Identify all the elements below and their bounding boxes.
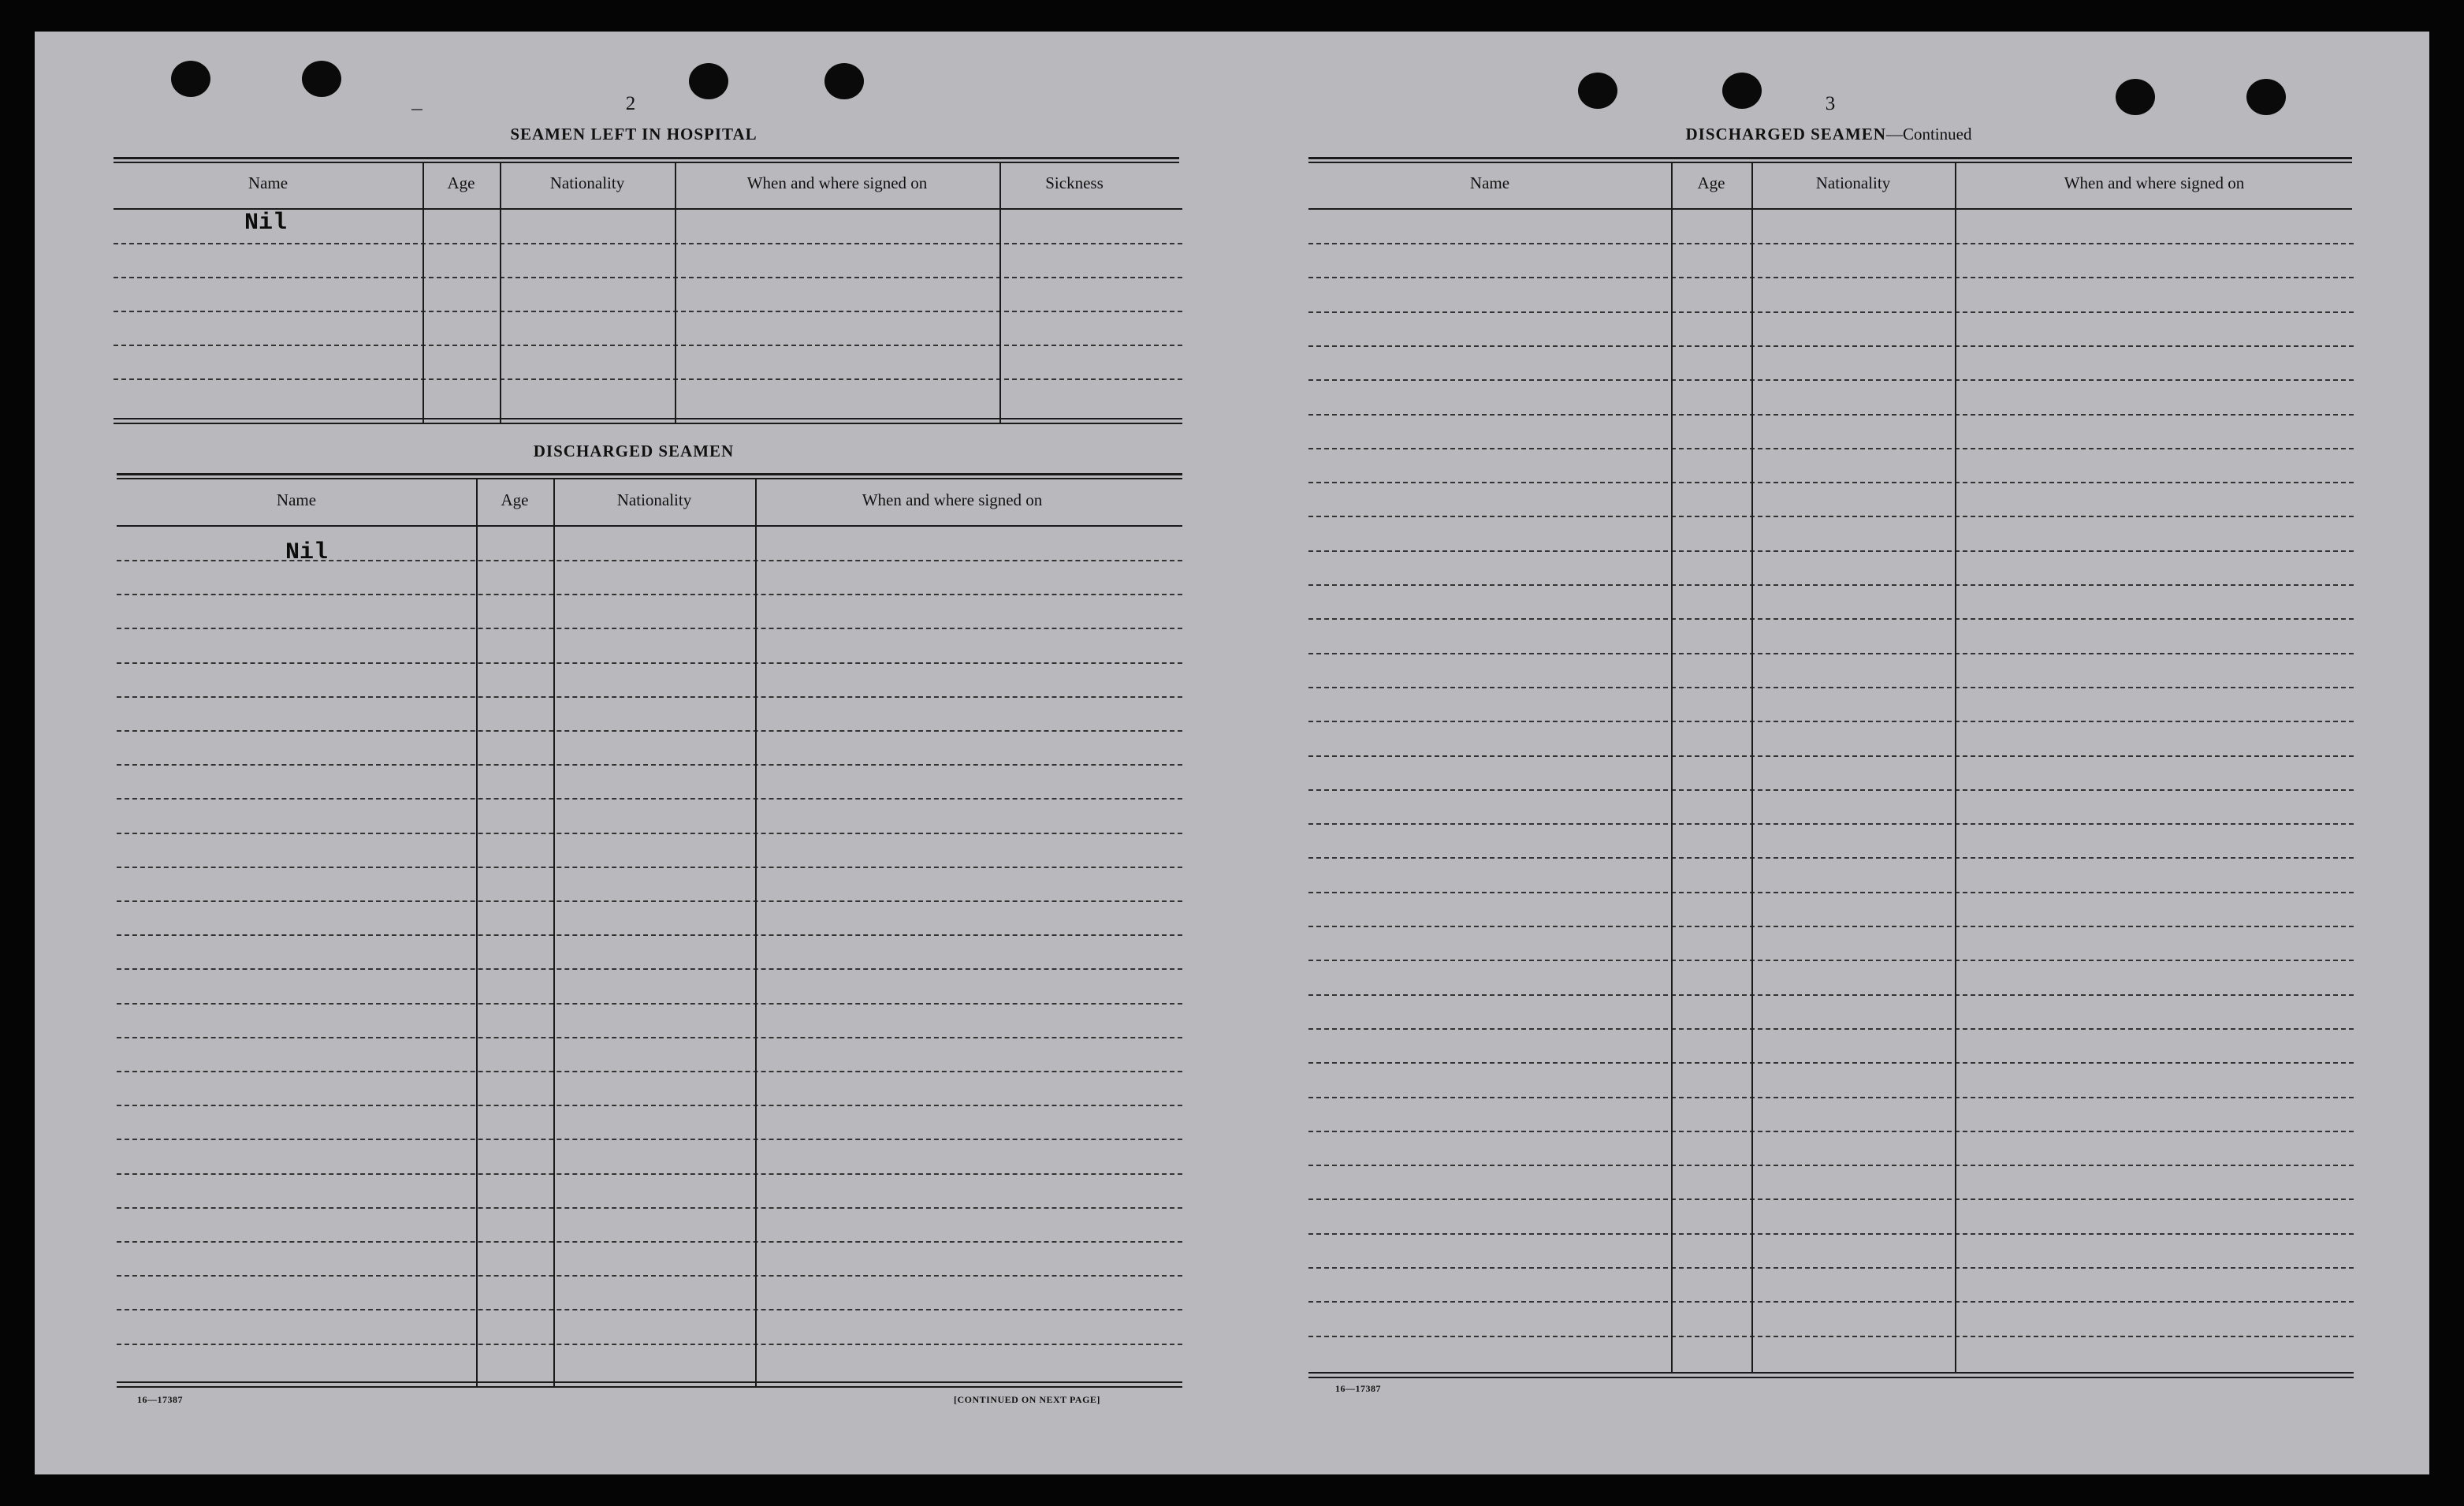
right-header-signed-on: When and where signed on: [2064, 173, 2245, 192]
form-number-right: 16—17387: [1335, 1383, 1381, 1394]
discharged-top-rule-inner: [117, 478, 1182, 479]
right-header-age: Age: [1697, 173, 1725, 192]
hospital-column-divider: [422, 163, 424, 423]
punch-hole: [1578, 73, 1617, 109]
right-top-rule: [1308, 157, 2352, 159]
row-line: [117, 1037, 1182, 1038]
row-line: [1308, 721, 2354, 722]
right-section-title: [1553, 125, 2105, 144]
hospital-row-line: [114, 311, 1182, 312]
row-line: [1308, 1233, 2354, 1235]
hospital-name-entry: Nil: [244, 210, 288, 237]
discharged-header-signed-on: When and where signed on: [862, 490, 1043, 509]
row-line: [117, 833, 1182, 834]
row-line: [1308, 1301, 2354, 1303]
hospital-header-sickness: Sickness: [1045, 173, 1104, 192]
row-line: [117, 1207, 1182, 1209]
row-line: [1308, 1165, 2354, 1166]
ink-mark: [411, 109, 422, 110]
punch-hole: [2246, 79, 2286, 115]
row-line: [117, 867, 1182, 868]
right-bottom-rule: [1308, 1372, 2354, 1374]
row-line: [117, 594, 1182, 595]
hospital-top-rule: [114, 157, 1179, 159]
row-line: [117, 1071, 1182, 1072]
row-line: [1308, 755, 2354, 757]
row-line: [1308, 823, 2354, 825]
hospital-row-line: [114, 243, 1182, 244]
page-number-right: 3: [1825, 93, 1836, 114]
punch-hole: [824, 63, 864, 99]
row-line: [117, 560, 1182, 561]
row-line: [1308, 618, 2354, 620]
hospital-bottom-rule-inner: [114, 423, 1182, 424]
punch-hole: [171, 61, 210, 97]
row-line: [1308, 277, 2354, 278]
row-line: [1308, 1028, 2354, 1030]
row-line: [1308, 584, 2354, 586]
punch-hole: [302, 61, 341, 97]
row-line: [1308, 550, 2354, 552]
hospital-row-line: [114, 378, 1182, 380]
hospital-header-signed-on: When and where signed on: [746, 173, 928, 192]
row-line: [1308, 653, 2354, 654]
row-line: [117, 1309, 1182, 1310]
discharged-section-title: DISCHARGED SEAMEN: [533, 442, 735, 460]
row-line: [1308, 414, 2354, 416]
document-sheet: [35, 32, 2429, 1474]
row-line: [117, 764, 1182, 766]
row-line: [1308, 857, 2354, 859]
row-line: [1308, 379, 2354, 381]
row-line: [1308, 311, 2354, 313]
right-bottom-rule-inner: [1308, 1377, 2354, 1378]
right-section-title-text: DISCHARGED SEAMEN: [1685, 125, 1886, 144]
row-line: [1308, 482, 2354, 483]
row-line: [1308, 243, 2354, 244]
row-line: [1308, 960, 2354, 961]
row-line: [1308, 687, 2354, 688]
row-line: [117, 900, 1182, 902]
row-line: [117, 1275, 1182, 1277]
row-line: [1308, 1097, 2354, 1098]
row-line: [117, 1105, 1182, 1106]
row-line: [1308, 1267, 2354, 1269]
row-line: [117, 1241, 1182, 1243]
row-line: [117, 798, 1182, 800]
hospital-column-divider: [999, 163, 1001, 423]
discharged-bottom-rule-inner: [117, 1386, 1182, 1388]
row-line: [117, 1139, 1182, 1140]
hospital-bottom-rule: [114, 418, 1182, 419]
row-line: [1308, 1062, 2354, 1064]
discharged-top-rule: [117, 473, 1182, 475]
right-header-name: Name: [1469, 173, 1510, 192]
row-line: [1308, 1131, 2354, 1132]
row-line: [1308, 345, 2354, 347]
row-line: [117, 968, 1182, 970]
hospital-column-divider: [500, 163, 501, 423]
right-section-title-suffix: —Continued: [1885, 125, 1972, 144]
right-header-nationality: Nationality: [1815, 173, 1891, 192]
row-line: [1308, 994, 2354, 996]
row-line: [1308, 448, 2354, 449]
punch-hole: [2116, 79, 2155, 115]
right-column-divider: [1751, 163, 1753, 1374]
row-line: [1308, 516, 2354, 517]
row-line: [117, 662, 1182, 664]
hospital-row-line: [114, 345, 1182, 346]
discharged-bottom-rule: [117, 1381, 1182, 1383]
hospital-row-line: [114, 277, 1182, 278]
discharged-header-nationality: Nationality: [616, 490, 692, 509]
row-line: [117, 730, 1182, 732]
discharged-header-name: Name: [276, 490, 317, 509]
right-column-divider: [1671, 163, 1673, 1374]
row-line: [1308, 789, 2354, 791]
right-header-rule: [1308, 208, 2352, 210]
form-number-left: 16—17387: [137, 1394, 183, 1405]
discharged-column-divider: [553, 479, 555, 1386]
row-line: [117, 1003, 1182, 1005]
row-line: [117, 1344, 1182, 1345]
punch-hole: [689, 63, 728, 99]
right-column-divider: [1955, 163, 1956, 1374]
row-line: [117, 934, 1182, 936]
discharged-header-rule: [117, 525, 1182, 527]
hospital-top-rule-inner: [114, 162, 1179, 163]
row-line: [117, 696, 1182, 698]
hospital-column-divider: [675, 163, 676, 423]
hospital-header-name: Name: [248, 173, 288, 192]
discharged-name-entry: Nil: [285, 539, 329, 566]
row-line: [1308, 926, 2354, 927]
row-line: [117, 628, 1182, 629]
discharged-header-age: Age: [501, 490, 529, 509]
continued-note: [CONTINUED ON NEXT PAGE]: [954, 1394, 1100, 1405]
hospital-section-title: SEAMEN LEFT IN HOSPITAL: [510, 125, 757, 144]
row-line: [1308, 892, 2354, 893]
hospital-header-age: Age: [447, 173, 475, 192]
discharged-column-divider: [476, 479, 478, 1386]
row-line: [1308, 1336, 2354, 1337]
page-number-left: 2: [625, 93, 636, 114]
punch-hole: [1722, 73, 1762, 109]
right-top-rule-inner: [1308, 162, 2352, 163]
hospital-header-nationality: Nationality: [549, 173, 625, 192]
row-line: [117, 1173, 1182, 1175]
row-line: [1308, 1198, 2354, 1200]
discharged-column-divider: [755, 479, 757, 1386]
